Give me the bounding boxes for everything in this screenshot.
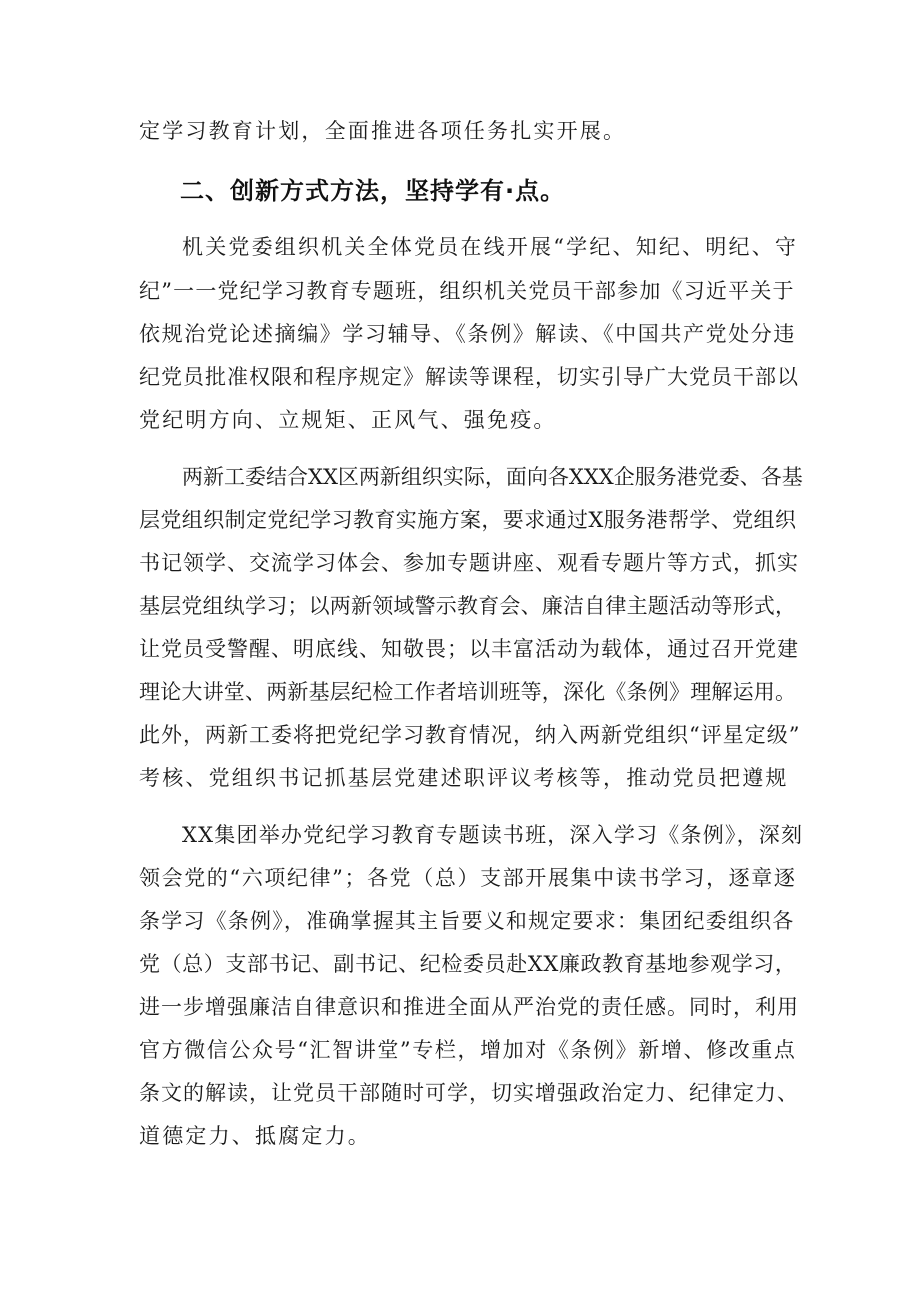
paragraph-line: 党纪明方向、立规矩、正风气、强免疫。 [139,408,557,432]
paragraph-line: 纪党员批准权限和程序规定》解读等课程，切实引导广大党员干部以 [139,365,799,389]
paragraph-line: 让党员受警醒、明底线、知敬畏；以丰富活动为载体，通过召开党建 [139,637,799,661]
paragraph-line: 基层党组纨学习；以两新领域警示教育会、廉洁自律主题活动等形式， [139,594,797,618]
paragraph-line: 纪”一一党纪学习教育专题班，组织机关党员干部参加《习近平关于 [139,279,795,303]
paragraph-line: 此外，两新工委将把党纪学习教育情况，纳入两新党组织“评星定级” [139,723,801,747]
paragraph-line: 机关党委组织机关全体党员在线开展“学纪、知纪、明纪、守 [182,235,799,259]
paragraph-line: 条学习《条例》，准确掌握其主旨要义和规定要求：集团纪委组织各 [139,909,795,933]
paragraph-line: 党（总）支部书记、副书记、纪检委员赴XX廉政教育基地参观学习， [139,952,797,976]
paragraph-line: 道德定力、抵腐定力。 [139,1124,371,1148]
paragraph-line: 两新工委结合XX区两新组织实际，面向各XXX企服务港党委、各基 [182,465,803,489]
paragraph-line: 理论大讲堂、两新基层纪检工作者培训班等，深化《条例》理解运用。 [139,680,797,704]
paragraph-line: 书记领学、交流学习体会、参加专题讲座、观看专题片等方式，抓实 [139,551,799,575]
section-heading: 二、创新方式方法，坚持学有·点。 [180,177,566,205]
paragraph-line: XX集团举办党纪学习教育专题读书班，深入学习《条例》，深刻 [182,823,804,847]
paragraph-line: 领会党的“六项纪律”；各党（总）支部开展集中读书学习，逐章逐 [139,866,797,890]
paragraph-line: 考核、党组织书记抓基层党建述职评议考核等，推动党员把遵规 [139,766,789,790]
intro-line: 定学习教育计划，全面推进各项任务扎实开展。 [139,119,627,143]
paragraph-line: 依规治党论述摘编》学习辅导、《条例》解读、《中国共产党处分违 [139,322,796,346]
paragraph-line: 层党组织制定党纪学习教育实施方案，要求通过X服务港帮学、党组织 [139,508,797,532]
paragraph-line: 条文的解读，让党员干部随时可学，切实增强政治定力、纪律定力、 [139,1081,799,1105]
paragraph-line: 进一步增强廉洁自律意识和推进全面从严治党的责任感。同时，利用 [139,995,799,1019]
paragraph-line: 官方微信公众号“汇智讲堂”专栏，增加对《条例》新增、修改重点 [139,1038,797,1062]
